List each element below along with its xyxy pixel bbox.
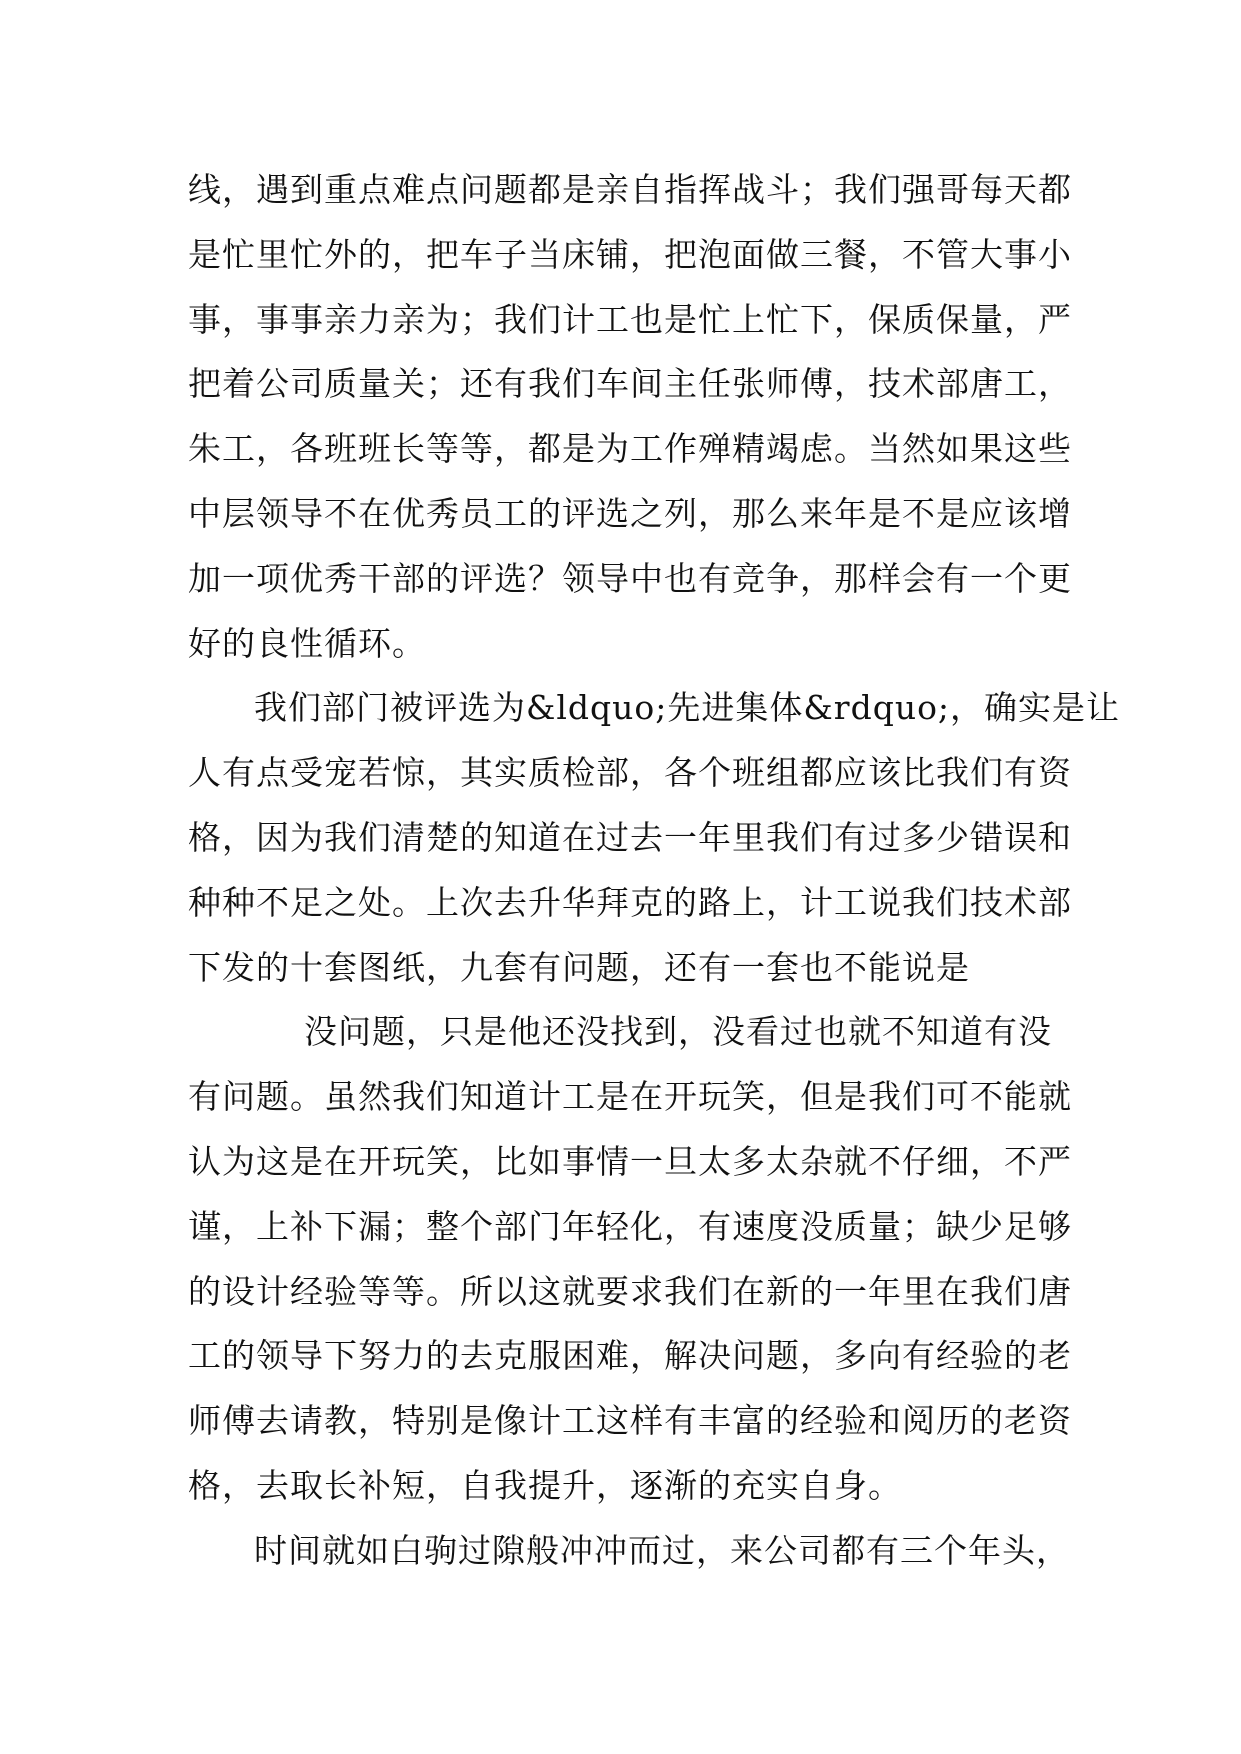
text-line: 下发的十套图纸，九套有问题，还有一套也不能说是 xyxy=(188,947,970,987)
text-line: 师傅去请教，特别是像计工这样有丰富的经验和阅历的老资 xyxy=(188,1401,1072,1441)
document-body xyxy=(188,158,1121,1584)
text-line: 把着公司质量关；还有我们车间主任张师傅，技术部唐工， xyxy=(188,364,1072,404)
text-line: 我们部门被评选为&ldquo;先进集体&rdquo;，确实是让 xyxy=(254,688,1121,728)
text-line: 人有点受宠若惊，其实质检部，各个班组都应该比我们有资 xyxy=(188,753,1072,793)
text-line: 加一项优秀干部的评选？领导中也有竞争，那样会有一个更 xyxy=(188,558,1072,598)
text-line: 工的领导下努力的去克服困难，解决问题，多向有经验的老 xyxy=(188,1336,1072,1376)
text-line: 事，事事亲力亲为；我们计工也是忙上忙下，保质保量，严 xyxy=(188,299,1072,339)
text-line: 格，去取长补短，自我提升，逐渐的充实自身。 xyxy=(188,1465,902,1505)
text-line: 线，遇到重点难点问题都是亲自指挥战斗；我们强哥每天都 xyxy=(188,170,1072,209)
text-line: 中层领导不在优秀员工的评选之列，那么来年是不是应该增 xyxy=(188,493,1072,533)
text-line: 谨，上补下漏；整个部门年轻化，有速度没质量；缺少足够 xyxy=(188,1206,1072,1246)
text-line: 有问题。虽然我们知道计工是在开玩笑，但是我们可不能就 xyxy=(188,1077,1072,1117)
text-line: 朱工，各班班长等等，都是为工作殚精竭虑。当然如果这些 xyxy=(188,429,1072,469)
text-line: 是忙里忙外的，把车子当床铺，把泡面做三餐，不管大事小 xyxy=(188,234,1072,274)
text-line: 时间就如白驹过隙般冲冲而过，来公司都有三个年头， xyxy=(254,1530,1070,1570)
text-line: 种种不足之处。上次去升华拜克的路上，计工说我们技术部 xyxy=(188,882,1072,922)
text-line: 的设计经验等等。所以这就要求我们在新的一年里在我们唐 xyxy=(188,1271,1072,1311)
text-line: 认为这是在开玩笑，比如事情一旦太多太杂就不仔细，不严 xyxy=(188,1141,1072,1181)
text-line: 好的良性循环。 xyxy=(188,623,426,663)
text-line: 没问题，只是他还没找到，没看过也就不知道有没 xyxy=(304,1012,1052,1052)
text-line: 格，因为我们清楚的知道在过去一年里我们有过多少错误和 xyxy=(188,817,1072,857)
